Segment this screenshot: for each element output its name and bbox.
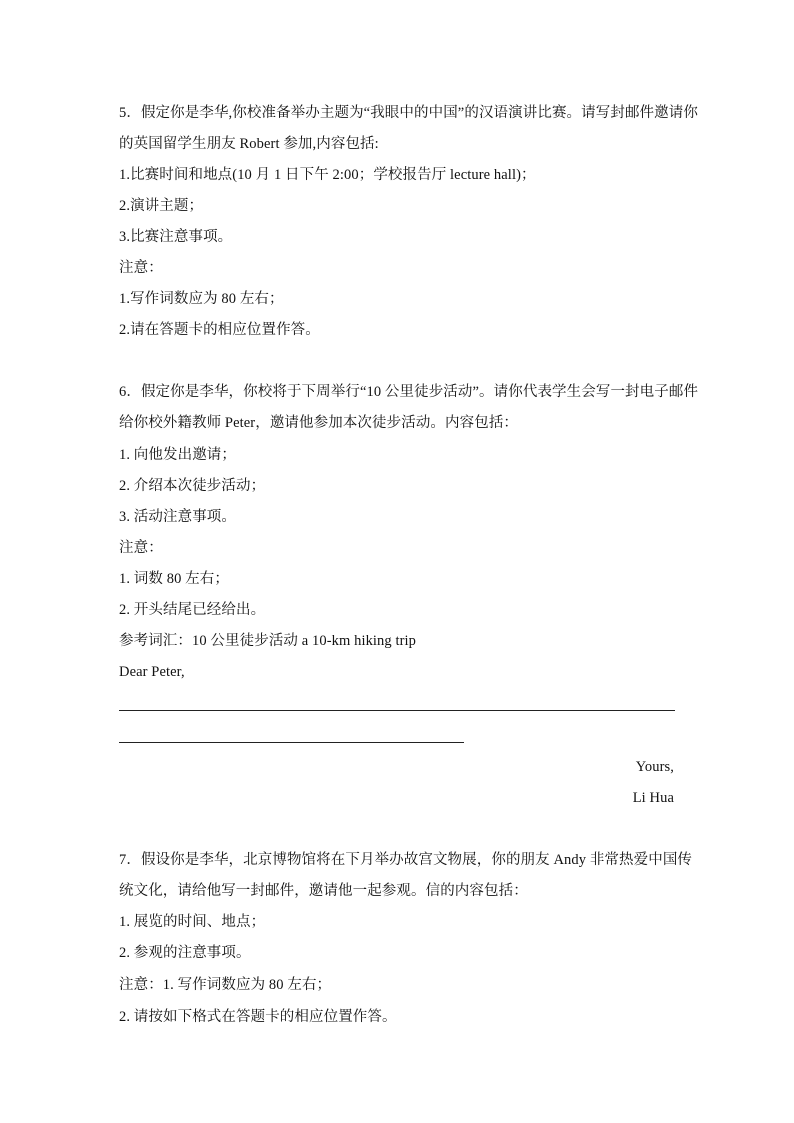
q6-item-3: 3. 活动注意事项。 <box>119 509 236 525</box>
q6-closing: Yours, <box>635 759 674 775</box>
q7-note-2: 2. 请按如下格式在答题卡的相应位置作答。 <box>119 1009 397 1025</box>
q6-salutation: Dear Peter, <box>119 664 185 680</box>
q7-item-2: 2. 参观的注意事项。 <box>119 945 251 961</box>
q5-item-3: 3.比赛注意事项。 <box>119 229 233 245</box>
q5-item-1: 1.比赛时间和地点(10 月 1 日下午 2:00；学校报告厅 lecture hall)； <box>119 167 536 183</box>
q7-item-1: 1. 展览的时间、地点； <box>119 914 266 930</box>
q7-intro-line-2: 统文化，请给他写一封邮件，邀请他一起参观。信的内容包括： <box>119 883 528 899</box>
q6-item-1: 1. 向他发出邀请； <box>119 447 236 463</box>
q6-vocabulary: 参考词汇：10 公里徒步活动 a 10-km hiking trip <box>119 633 417 649</box>
q5-intro-line-1: 5．假定你是李华,你校准备举办主题为“我眼中的中国”的汉语演讲比赛。请写封邮件邀请你 <box>119 105 698 121</box>
q6-intro-line-2: 给你校外籍教师 Peter，邀请他参加本次徒步活动。内容包括： <box>119 415 519 431</box>
q5-note-1: 1.写作词数应为 80 左右； <box>119 291 284 307</box>
q6-item-2: 2. 介绍本次徒步活动； <box>119 478 266 494</box>
q6-note-1: 1. 词数 80 左右； <box>119 571 229 587</box>
q6-notes-label: 注意： <box>119 540 163 556</box>
answer-line-1 <box>119 710 675 711</box>
q7-note-1: 注意：1. 写作词数应为 80 左右； <box>119 977 332 993</box>
answer-line-2 <box>119 742 464 743</box>
q6-note-2: 2. 开头结尾已经给出。 <box>119 602 266 618</box>
q5-item-2: 2.演讲主题； <box>119 198 204 214</box>
q5-note-2: 2.请在答题卡的相应位置作答。 <box>119 322 320 338</box>
q6-intro-line-1: 6．假定你是李华，你校将于下周举行“10 公里徒步活动”。请你代表学生会写一封电子邮件 <box>119 384 699 400</box>
q5-intro-line-2: 的英国留学生朋友 Robert 参加,内容包括: <box>119 136 379 152</box>
q6-signature: Li Hua <box>632 790 674 806</box>
q7-intro-line-1: 7．假设你是李华，北京博物馆将在下月举办故宫文物展，你的朋友 Andy 非常热爱中国传 <box>119 852 693 868</box>
q5-notes-label: 注意： <box>119 260 163 276</box>
